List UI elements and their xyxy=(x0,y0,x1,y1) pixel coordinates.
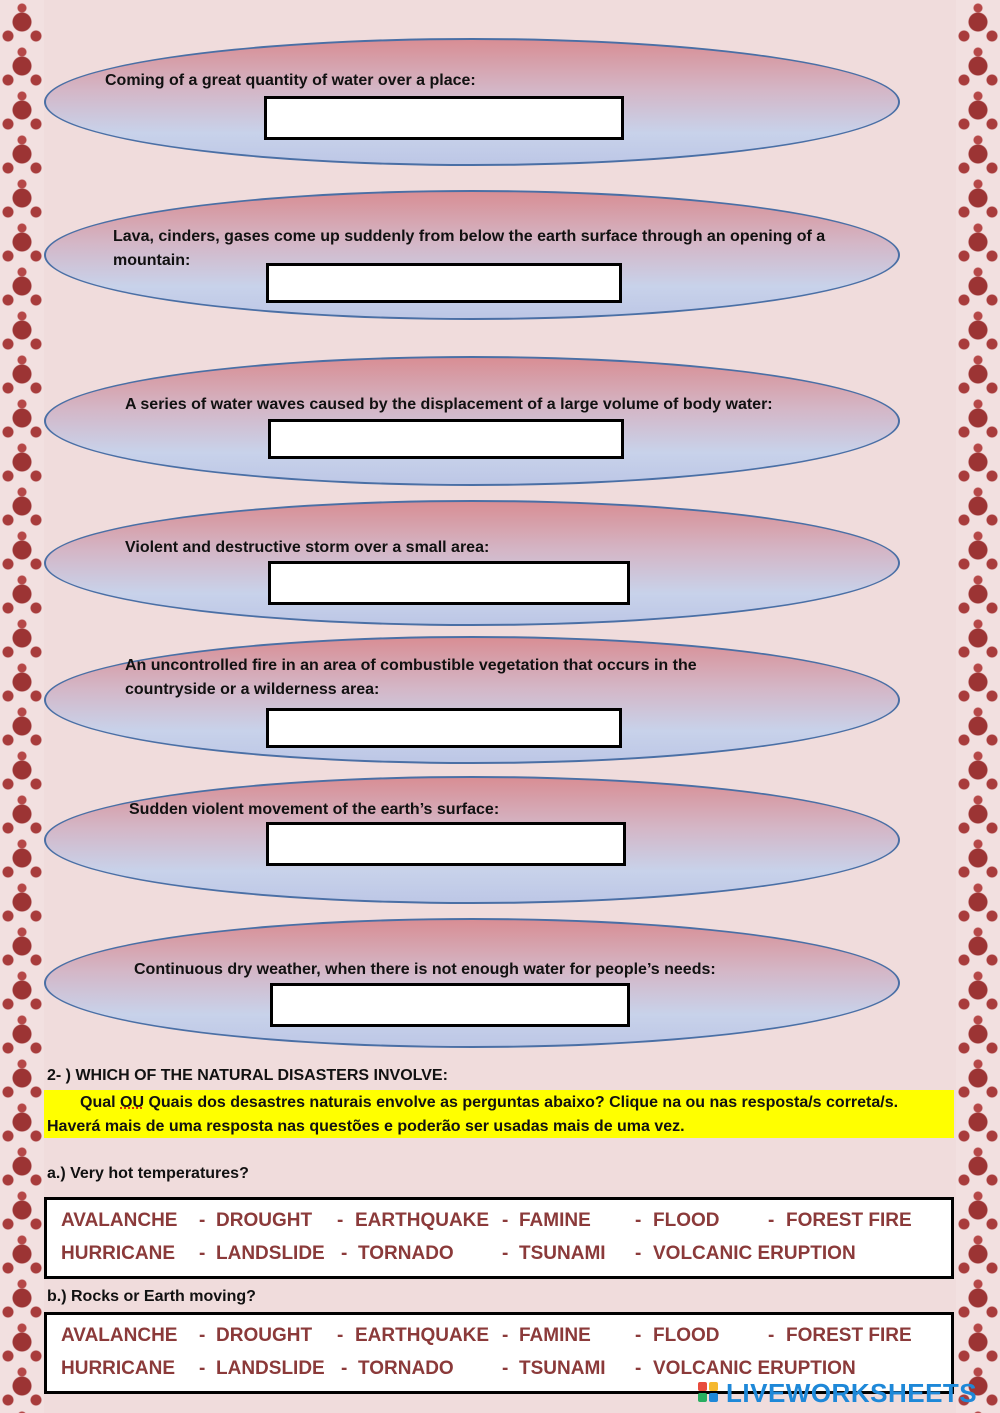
separator: - xyxy=(199,1358,206,1379)
instruction-post: Quais dos desastres naturais envolve as perguntas abaixo? Clique na ou nas resposta/s correta/s. Haverá mais de uma resposta nas questões e poderão ser usadas mais de uma vez. xyxy=(47,1094,899,1135)
separator: - xyxy=(341,1358,348,1379)
separator: - xyxy=(635,1243,642,1264)
separator: - xyxy=(502,1243,509,1264)
option-tornado[interactable]: TORNADO xyxy=(358,1243,454,1264)
separator: - xyxy=(502,1325,509,1346)
option-hurricane[interactable]: HURRICANE xyxy=(61,1358,175,1379)
option-volcanic-eruption[interactable]: VOLCANIC ERUPTION xyxy=(653,1358,856,1379)
option-forest-fire[interactable]: FOREST FIRE xyxy=(786,1210,912,1231)
separator: - xyxy=(502,1358,509,1379)
question-text-1: Coming of a great quantity of water over a place: xyxy=(105,72,476,89)
option-hurricane[interactable]: HURRICANE xyxy=(61,1243,175,1264)
question-text-4: Violent and destructive storm over a small area: xyxy=(125,539,490,556)
separator: - xyxy=(199,1325,206,1346)
liveworksheets-logo xyxy=(698,1378,992,1408)
answer-input-7[interactable] xyxy=(270,983,630,1027)
separator: - xyxy=(199,1243,206,1264)
option-avalanche[interactable]: AVALANCHE xyxy=(61,1210,178,1231)
option-landslide[interactable]: LANDSLIDE xyxy=(216,1243,325,1264)
brand-name: LIVEWORKSHEETS xyxy=(726,1378,978,1408)
question-text-2: Lava, cinders, gases come up suddenly from below the earth surface through an opening of a mountain: xyxy=(113,228,826,269)
separator: - xyxy=(635,1210,642,1231)
option-avalanche[interactable]: AVALANCHE xyxy=(61,1325,178,1346)
separator: - xyxy=(635,1358,642,1379)
right-floral-border xyxy=(956,0,1000,1413)
instruction-text xyxy=(47,1091,947,1139)
instruction-pre: Qual xyxy=(80,1094,121,1111)
option-drought[interactable]: DROUGHT xyxy=(216,1210,313,1231)
option-famine[interactable]: FAMINE xyxy=(519,1325,591,1346)
question-text-7: Continuous dry weather, when there is not enough water for people’s needs: xyxy=(134,961,716,978)
option-earthquake[interactable]: EARTHQUAKE xyxy=(355,1210,490,1231)
separator: - xyxy=(768,1325,775,1346)
option-tsunami[interactable]: TSUNAMI xyxy=(519,1243,606,1264)
option-drought[interactable]: DROUGHT xyxy=(216,1325,313,1346)
options-box-a xyxy=(44,1197,954,1279)
question-text-5: An uncontrolled fire in an area of combustible vegetation that occurs in the countryside or a wilderness area: xyxy=(125,657,697,698)
option-volcanic-eruption[interactable]: VOLCANIC ERUPTION xyxy=(653,1243,856,1264)
separator: - xyxy=(337,1210,344,1231)
question-text-3: A series of water waves caused by the displacement of a large volume of body water: xyxy=(125,396,773,413)
separator: - xyxy=(768,1210,775,1231)
instruction-ou: OU xyxy=(120,1094,145,1111)
section-2-title: 2- ) WHICH OF THE NATURAL DISASTERS INVOLVE: xyxy=(47,1067,448,1084)
subquestion-b: b.) Rocks or Earth moving? xyxy=(47,1288,256,1305)
liveworksheets-logo-icon xyxy=(698,1382,722,1404)
option-tsunami[interactable]: TSUNAMI xyxy=(519,1358,606,1379)
option-earthquake[interactable]: EARTHQUAKE xyxy=(355,1325,490,1346)
answer-input-6[interactable] xyxy=(266,822,626,866)
option-famine[interactable]: FAMINE xyxy=(519,1210,591,1231)
option-flood[interactable]: FLOOD xyxy=(653,1210,720,1231)
question-text-6: Sudden violent movement of the earth’s surface: xyxy=(129,801,500,818)
left-floral-border xyxy=(0,0,44,1413)
subquestion-a: a.) Very hot temperatures? xyxy=(47,1165,249,1182)
separator: - xyxy=(337,1325,344,1346)
option-flood[interactable]: FLOOD xyxy=(653,1325,720,1346)
separator: - xyxy=(199,1210,206,1231)
option-tornado[interactable]: TORNADO xyxy=(358,1358,454,1379)
separator: - xyxy=(502,1210,509,1231)
separator: - xyxy=(635,1325,642,1346)
answer-input-1[interactable] xyxy=(264,96,624,140)
answer-input-3[interactable] xyxy=(268,419,624,459)
answer-input-5[interactable] xyxy=(266,708,622,748)
answer-input-2[interactable] xyxy=(266,263,622,303)
option-forest-fire[interactable]: FOREST FIRE xyxy=(786,1325,912,1346)
answer-input-4[interactable] xyxy=(268,561,630,605)
separator: - xyxy=(341,1243,348,1264)
option-landslide[interactable]: LANDSLIDE xyxy=(216,1358,325,1379)
